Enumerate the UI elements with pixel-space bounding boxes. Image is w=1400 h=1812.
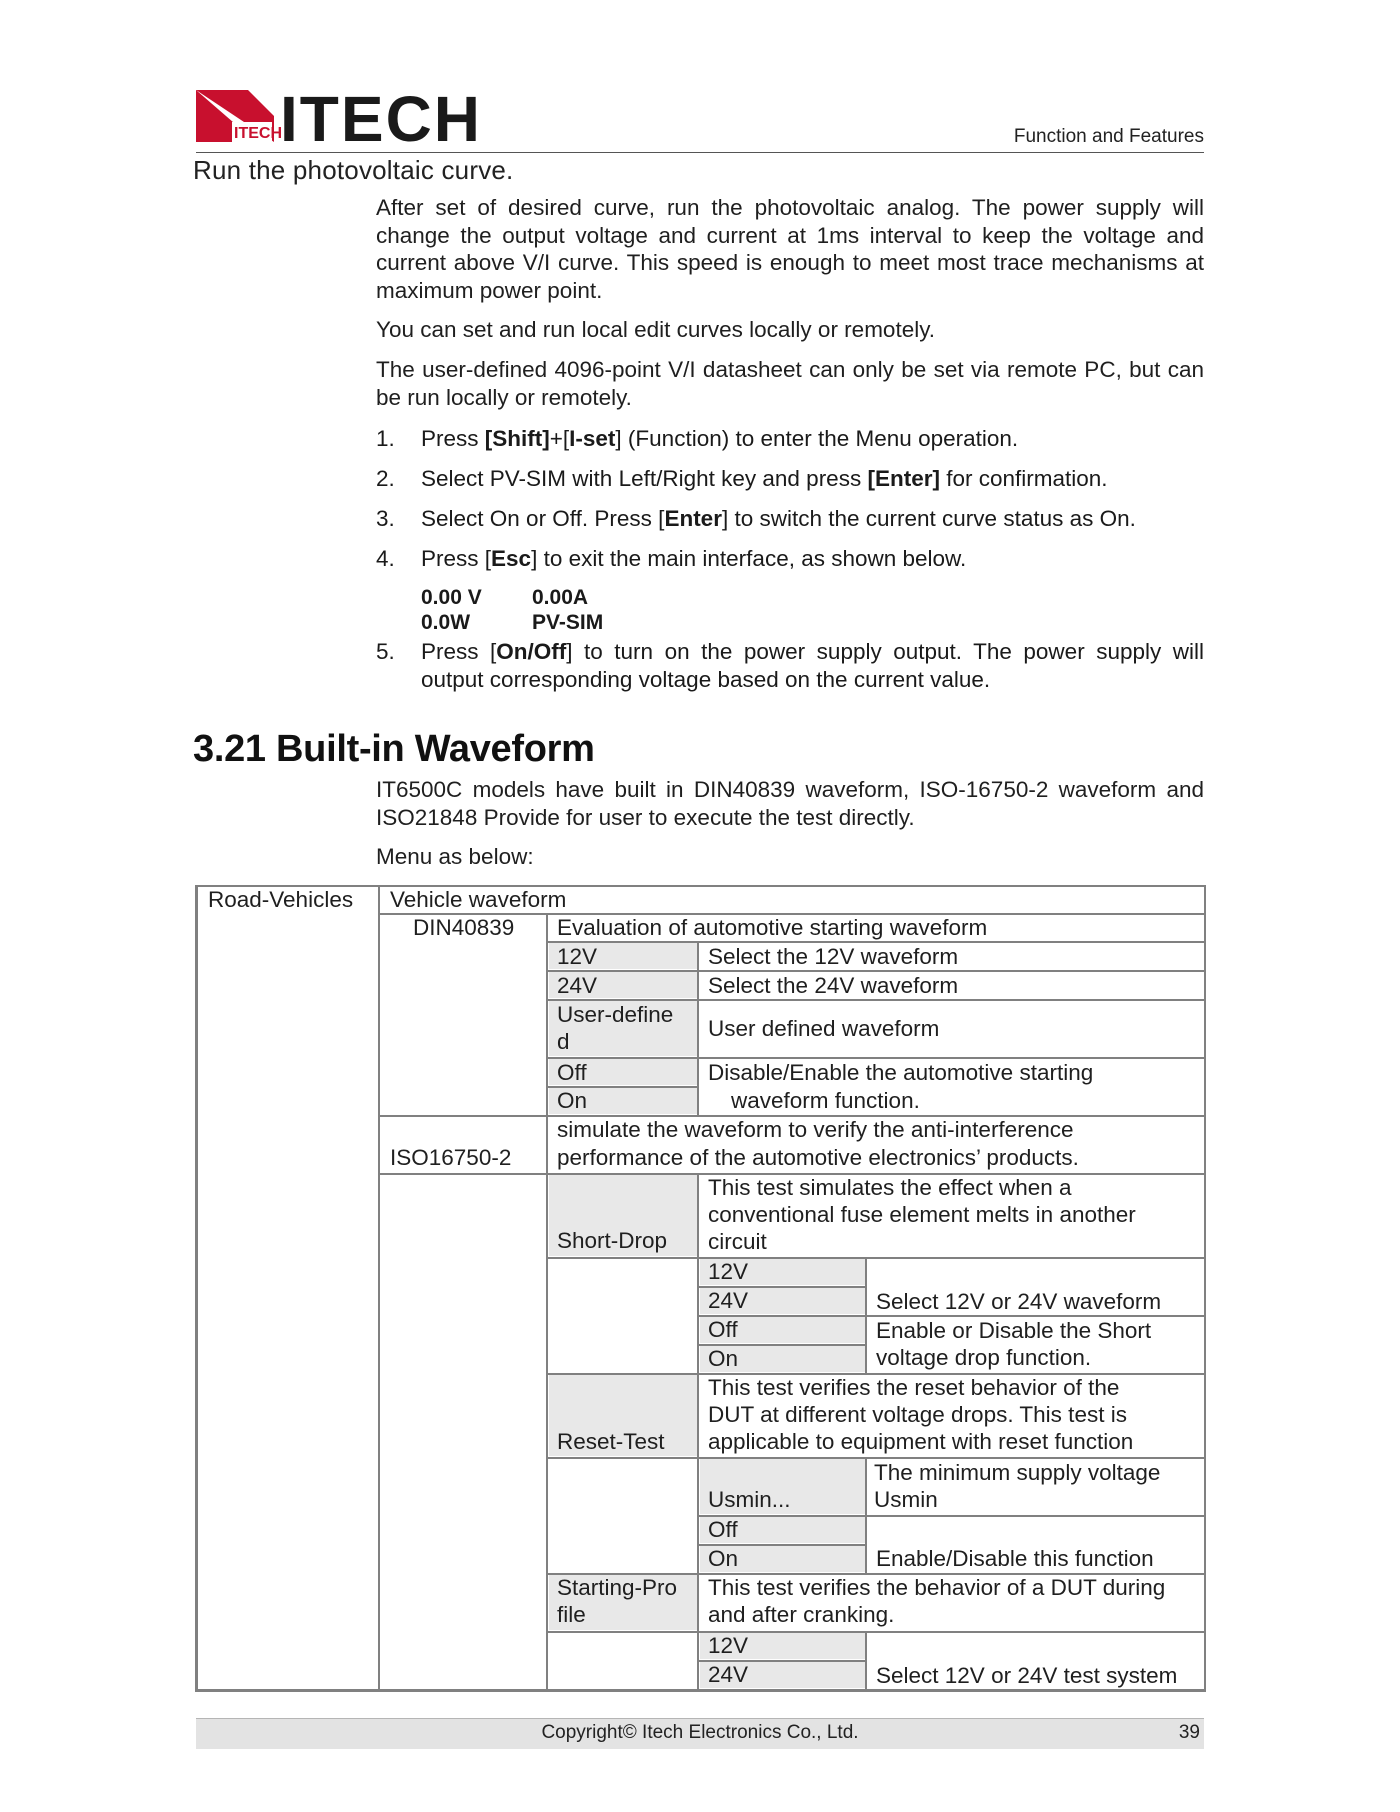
header-section-title: Function and Features <box>1013 126 1204 147</box>
cell-usmin-desc-2: Usmin <box>874 1487 938 1512</box>
step-number: 1. <box>376 426 395 451</box>
display-mode: PV-SIM <box>532 611 604 634</box>
header-divider <box>196 152 1204 153</box>
cell-user-defined-wrap: d <box>557 1029 570 1054</box>
cell-reset-desc-3: applicable to equipment with reset function <box>708 1429 1134 1454</box>
cell-din-12v-desc: Select the 12V waveform <box>708 944 959 969</box>
cell-usmin: Usmin... <box>708 1487 791 1512</box>
paragraph-local-remote: You can set and run local edit curves locally or remotely. <box>376 317 936 342</box>
table-vline <box>865 1633 867 1692</box>
cell-din-24v-desc: Select the 24V waveform <box>708 973 959 998</box>
step-text: for confirmation. <box>939 466 1108 491</box>
cell-starting-profile-wrap: file <box>557 1602 586 1627</box>
cell-starting-profile: Starting-Pro <box>557 1575 678 1600</box>
step-text: ] to exit the main interface, as shown below. <box>531 546 967 571</box>
section-title: 3.21 Built-in Waveform <box>193 728 595 770</box>
cell-sd-24v: 24V <box>708 1288 749 1313</box>
step-text: Press <box>421 426 485 451</box>
step-text: +[ <box>549 426 570 451</box>
run-curve-heading: Run the photovoltaic curve. <box>193 155 514 185</box>
cell-short-drop-desc-3: circuit <box>708 1229 767 1254</box>
cell-din-off: Off <box>557 1060 587 1085</box>
table-vline <box>378 885 380 1692</box>
cell-reset-desc: This test verifies the reset behavior of the <box>708 1375 1120 1400</box>
display-voltage: 0.00 V <box>421 586 482 609</box>
section-intro: IT6500C models have built in DIN40839 waveform, ISO-16750-2 waveform and ISO21848 Provide for user to execute the test directly. <box>376 777 1204 830</box>
cell-starting-desc: This test verifies the behavior of a DUT during <box>708 1575 1166 1600</box>
table-hline <box>546 1631 1206 1633</box>
cell-sd-onoff-desc: Enable or Disable the Short <box>876 1318 1152 1343</box>
paragraph-run-description: After set of desired curve, run the photovoltaic analog. The power supply will change the output voltage and current at 1ms interval to keep the voltage and current above V/I curve. This speed is enough to meet most trace mechanisms at maximum power point. <box>376 195 1204 303</box>
logo-text: ITECH <box>280 88 476 144</box>
cell-rt-onoff-desc: Enable/Disable this function <box>876 1546 1154 1571</box>
cell-din-onoff-desc: Disable/Enable the automotive starting <box>708 1060 1094 1085</box>
cell-sd-off: Off <box>708 1317 738 1342</box>
cell-sd-on: On <box>708 1346 739 1371</box>
table-border <box>1204 885 1206 1692</box>
step-text: Press [ <box>421 639 497 664</box>
cell-user-defined: User-define <box>557 1002 674 1027</box>
cell-rt-off: Off <box>708 1517 738 1542</box>
key-enter: [Enter] <box>867 466 940 491</box>
cell-user-defined-desc: User defined waveform <box>708 1016 940 1041</box>
display-power: 0.0W <box>421 611 471 634</box>
step-text: ] (Function) to enter the Menu operation. <box>615 426 1019 451</box>
table-hline <box>546 1257 1206 1259</box>
cell-din-onoff-desc-2: waveform function. <box>731 1088 920 1113</box>
table-vline <box>546 914 548 1692</box>
cell-sd-voltage-desc: Select 12V or 24V waveform <box>876 1289 1162 1314</box>
cell-iso-desc-2: performance of the automotive electronics’ products. <box>557 1145 1079 1170</box>
key-esc: Esc <box>491 546 532 571</box>
cell-iso-desc: simulate the waveform to verify the anti-interference <box>557 1117 1074 1142</box>
cell-short-drop-desc-2: conventional fuse element melts in another <box>708 1202 1136 1227</box>
cell-reset-desc-2: DUT at different voltage drops. This test is <box>708 1402 1127 1427</box>
paragraph-user-defined: The user-defined 4096-point V/I datasheet can only be set via remote PC, but can be run locally or remotely. <box>376 357 1204 410</box>
cell-reset-test: Reset-Test <box>557 1429 665 1454</box>
cell-road-vehicles: Road-Vehicles <box>208 887 354 912</box>
table-border <box>195 885 198 1692</box>
step-number: 2. <box>376 466 395 491</box>
cell-sp-24v: 24V <box>708 1662 749 1687</box>
step-text: Press [ <box>421 546 492 571</box>
cell-sd-12v: 12V <box>708 1259 749 1284</box>
step-number: 5. <box>376 639 395 664</box>
step-number: 4. <box>376 546 395 571</box>
table-vline <box>697 943 699 1115</box>
logo-badge-text: ITECH <box>234 125 282 142</box>
cell-short-drop: Short-Drop <box>557 1228 668 1253</box>
cell-din-desc: Evaluation of automotive starting waveform <box>557 915 988 940</box>
menu-note: Menu as below: <box>376 844 534 869</box>
cell-vehicle-waveform: Vehicle waveform <box>390 887 567 912</box>
step-text: ] to switch the current curve status as On. <box>721 506 1136 531</box>
cell-iso16750-2: ISO16750-2 <box>390 1145 512 1170</box>
cell-usmin-desc: The minimum supply voltage <box>874 1460 1161 1485</box>
step-text: Select PV-SIM with Left/Right key and press <box>421 466 868 491</box>
table-hline <box>697 1515 1206 1517</box>
cell-sp-voltage-desc: Select 12V or 24V test system <box>876 1663 1178 1688</box>
key-shift: [Shift] <box>484 426 550 451</box>
cell-din-24v: 24V <box>557 973 598 998</box>
key-enter: Enter <box>664 506 722 531</box>
cell-din-12v: 12V <box>557 944 598 969</box>
cell-din40839: DIN40839 <box>413 915 515 940</box>
cell-din-on: On <box>557 1088 588 1113</box>
itech-logo-graphic <box>196 88 476 144</box>
step-number: 3. <box>376 506 395 531</box>
page-number: 39 <box>1178 1722 1200 1743</box>
key-on-off: On/Off <box>496 639 567 664</box>
key-iset: I-set <box>569 426 616 451</box>
table-vline <box>697 1175 699 1692</box>
cell-rt-on: On <box>708 1546 739 1571</box>
cell-sp-12v: 12V <box>708 1633 749 1658</box>
cell-starting-desc-2: and after cranking. <box>708 1602 895 1627</box>
itech-logo <box>196 88 476 144</box>
step-text: Select On or Off. Press [ <box>421 506 665 531</box>
cell-sd-onoff-desc-2: voltage drop function. <box>876 1345 1092 1370</box>
cell-short-drop-desc: This test simulates the effect when a <box>708 1175 1072 1200</box>
step-text: ] to turn on the power supply output. The power supply will output corresponding voltage based on the current value. <box>421 639 1204 692</box>
display-current: 0.00A <box>532 586 589 609</box>
footer-copyright: Copyright© Itech Electronics Co., Ltd. <box>541 1722 859 1743</box>
